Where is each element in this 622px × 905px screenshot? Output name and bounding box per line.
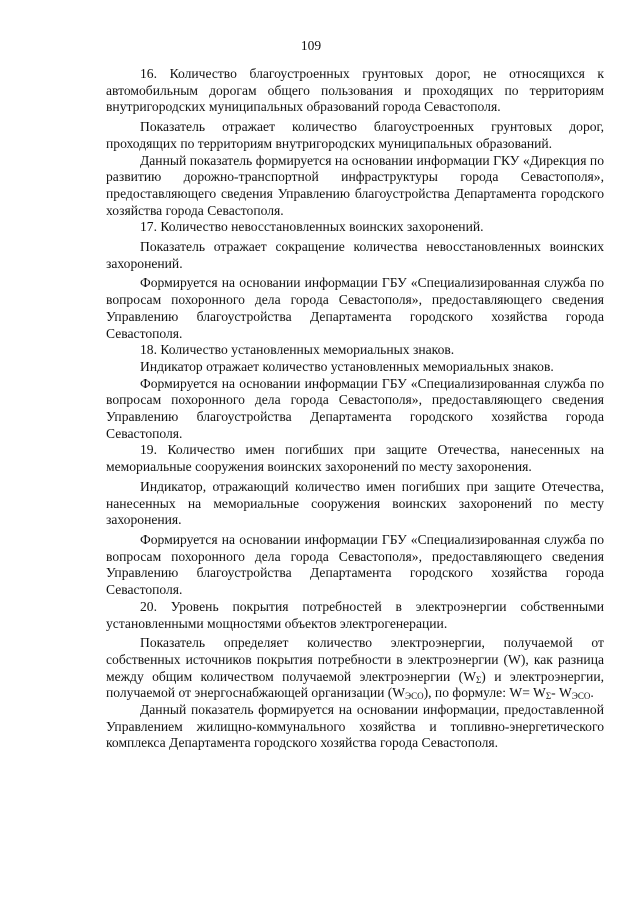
paragraph-18-description: Индикатор отражает количество установленных мемориальных знаков. — [140, 358, 554, 374]
formula-text-mid2: ), по формуле: W= W — [423, 685, 546, 701]
subscript-eso: ЭСО — [405, 691, 424, 702]
subscript-eso-2: ЭСО — [571, 691, 591, 702]
paragraph-19-description: Индикатор, отражающий количество имен погибших при защите Отечества, нанесенных на мемориальные сооружения воинских захоронений по месту захоронения. — [106, 478, 604, 528]
paragraph-17-source: Формируется на основании информации ГБУ «Специализированная служба по вопросам похоронного дела города Севастополя», предоставляющего сведения Управлению благоустройства Департамента городского хозяйства города Севастополя. — [106, 275, 604, 341]
paragraph-17-title: 17. Количество невосстановленных воинских захоронений. — [140, 219, 484, 235]
page-number: 109 — [300, 38, 322, 53]
subscript-sigma: Σ — [476, 674, 482, 685]
paragraph-20-formula — [106, 635, 604, 702]
paragraph-19-title: 19. Количество имен погибших при защите Отечества, нанесенных на мемориальные сооружения воинских захоронений по месту захоронения. — [106, 442, 604, 475]
paragraph-16-description: Показатель отражает количество благоустроенных грунтовых дорог, проходящих по территориям внутригородских муниципальных образований. — [106, 119, 604, 151]
paragraph-19-source: Формируется на основании информации ГБУ «Специализированная служба по вопросам похоронного дела города Севастополя», предоставляющего сведения Управлению благоустройства Департамента городского хозяйства города Севастополя. — [106, 531, 604, 598]
paragraph-18-title: 18. Количество установленных мемориальных знаков. — [140, 342, 455, 358]
paragraph-17-description: Показатель отражает сокращение количества невосстановленных воинских захоронений. — [106, 239, 604, 271]
paragraph-18-source: Формируется на основании информации ГБУ «Специализированная служба по вопросам похоронного дела города Севастополя», предоставляющего сведения Управлению благоустройства Департамента городского хозяйства города Севастополя. — [106, 375, 604, 441]
document-body — [106, 66, 604, 752]
subscript-sigma-2: Σ — [545, 691, 552, 702]
formula-text-minus: - W — [551, 685, 572, 701]
paragraph-20-source: Данный показатель формируется на основании информации, предоставленной Управлением жилищно-коммунального хозяйства и топливно-энергетического комплекса Департамента городского хозяйства города Севастополя. — [106, 702, 604, 751]
formula-text-lead: Показатель определяет количество электроэнергии, получаемой от собственных источников покрытия потребности в электроэнергии (W), как разница между общим количеством получаемой электроэнергии (W — [106, 635, 604, 684]
paragraph-16-source: Данный показатель формируется на основании информации ГКУ «Дирекция по развитию дорожно-транспортной инфраструктуры города Севастополя», предоставляющего сведения Управлению благоустройства Департамента городского хозяйства города Севастополя. — [106, 152, 604, 218]
paragraph-20-title: 20. Уровень покрытия потребностей в электроэнергии собственными установленными мощностями объектов электрогенерации. — [106, 598, 604, 631]
formula-text-mid: ) и электроэнергии, получаемой от энергоснабжающей организации (W — [106, 668, 604, 701]
formula-text-end: . — [590, 685, 594, 701]
paragraph-16-title: 16. Количество благоустроенных грунтовых дорог, не относящихся к автомобильным дорогам общего пользования и проходящих по территориям внутригородских муниципальных образований города Севастополя. — [106, 66, 604, 115]
